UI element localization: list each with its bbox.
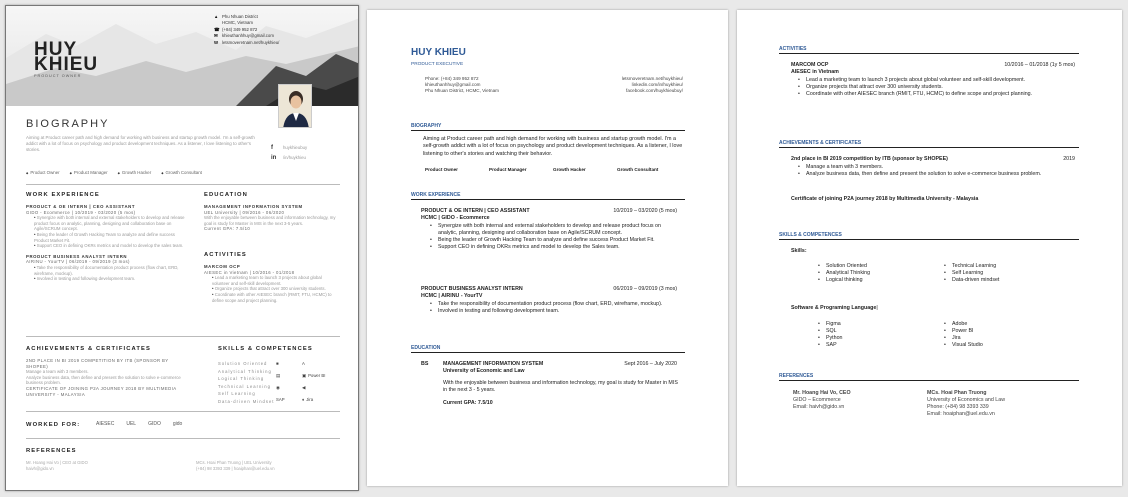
- reference-2-name: MCs. Hoai Phan Truong: [927, 390, 987, 396]
- activity-title: MARCOM OCP: [204, 264, 241, 269]
- contact-text: HCMC, Vietnam: [222, 20, 253, 26]
- education-gpa: Current GPA: 7.5/10: [204, 226, 251, 232]
- reference-1-contact: haivh@gido.vn: [26, 466, 54, 471]
- reference-1-name: Mr. Hoang Hai Vo | CEO at GIDO: [26, 460, 88, 465]
- job-1-company: HCMC | GIDO - Ecommerce: [421, 215, 490, 221]
- sql-icon: ▤: [276, 373, 281, 378]
- activities-block: [204, 264, 340, 303]
- tool-cell: [276, 358, 302, 370]
- education-description: With the enjoyable between business and information technology, my goal is study for Master in MIS in the next 3 - 5 years.: [443, 380, 678, 393]
- facebook-icon: f: [271, 145, 273, 151]
- software-column-1: [817, 321, 927, 349]
- text-cursor: |: [876, 305, 878, 311]
- visual-studio-icon: ◀: [302, 385, 306, 390]
- references-title: REFERENCES: [26, 448, 77, 454]
- work-experience-heading: WORK EXPERIENCE: [411, 192, 685, 200]
- job-1-bullets: [429, 223, 677, 251]
- tool-cell: [302, 370, 328, 382]
- contact-text: letsmoveretnam.net/huykhieu/: [222, 39, 280, 45]
- company-logo: GIDO: [148, 421, 161, 427]
- education-text: With the enjoyable between business and information technology, my goal is study for Master in MIS in the next 3-5 years.: [204, 215, 336, 226]
- list-item: • Coordinate with other AIESEC branch (RMIT, FTU, HCMC) to define scope and project planning.: [797, 91, 1073, 98]
- education-school: University of Economic and Law: [443, 368, 525, 374]
- skill-item: Solution Oriented: [218, 361, 268, 366]
- contact-text: (+84) 349 952 872: [222, 26, 258, 32]
- tool-cell: [276, 394, 305, 406]
- achievement-2-title: Certificate of joining P2A journey 2018 by Multimedia University - Malaysia: [791, 196, 979, 202]
- reference-2-contact: (+84) 98 3393 339 | hoaiphan@uel.edu.vn: [196, 466, 275, 471]
- facebook-link[interactable]: facebook.com/huykhieubuy/: [626, 88, 683, 93]
- bullet: • Take the responsibility of documentation product process (flow chart, ERD, wireframe, mockup).: [34, 265, 186, 276]
- reference-1-email: Email: haivh@gido.vn: [793, 404, 845, 410]
- bullet: • Synergize with both internal and external stakeholders to develop and release product focus on analytic, planning, designing and collaboration base on Agile/SCRUM concept.: [34, 215, 186, 232]
- job-1-date: 10/2019 – 03/2020 (5 mos): [613, 208, 677, 214]
- skill-item: Data-driven Mindset: [218, 398, 275, 404]
- reference-2-name: MCs. Hoai Phan Truong | UEL University: [196, 460, 272, 465]
- jira-icon: ♦: [302, 397, 305, 402]
- list-item: • Being the leader of Growth Hacking Team to analyze and define success Product Market Fit.: [429, 237, 677, 244]
- biography-title: BIOGRAPHY: [26, 118, 110, 130]
- work-item-title: PRODUCT BUSINESS ANALYST INTERN: [26, 253, 128, 259]
- reference-1: [26, 460, 88, 472]
- resume-title: PRODUCT EXECUTIVE: [411, 62, 464, 67]
- activities-title: ACTIVITIES: [204, 252, 247, 258]
- list-item: • Python: [817, 335, 927, 342]
- achievement-1-bullets: [797, 164, 1061, 178]
- divider: [26, 184, 340, 185]
- achievement-1-year: 2019: [1063, 156, 1075, 162]
- list-item: • Analytical Thinking: [817, 270, 927, 277]
- job-1-title: PRODUCT & OE INTERN | CEO ASSISTANT: [421, 208, 530, 214]
- company-logo: UEL: [126, 421, 137, 427]
- sap-icon: SAP: [276, 397, 285, 402]
- list-item: • Synergize with both internal and external stakeholders to develop and release product focus on analytic, planning, designing and collaboration base on Agile/SCRUM concept.: [429, 223, 677, 237]
- list-item: • Lead a marketing team to launch 3 projects about global volunteer and self-skill development.: [797, 77, 1073, 84]
- skill-item: Self Learning: [218, 391, 256, 396]
- job-2-title: PRODUCT BUSINESS ANALYST INTERN: [421, 286, 523, 292]
- achievement-line: Manage a team with 3 members.: [26, 369, 89, 375]
- work-item-sub: GIDO - Ecommerce | 10/2019 - 03/2020 (5 mos): [26, 209, 136, 215]
- company-logos: [96, 421, 194, 427]
- tool-icons: [276, 358, 328, 406]
- profile-photo: [278, 84, 312, 128]
- document-page-2: [737, 10, 1122, 486]
- divider: [26, 336, 340, 337]
- work-item: [26, 254, 186, 282]
- bio-tag: Product Manager: [489, 167, 527, 172]
- list-item: • Visual Studio: [943, 342, 1063, 349]
- achievement-line: Analyze business data, then define and present the solution to solve e-commerce business problem.: [26, 374, 181, 386]
- document-page-1: [367, 10, 728, 486]
- company-logo: AIESEC: [96, 421, 115, 427]
- address-text: Phu Nhuan District, HCMC, Vietnam: [425, 88, 499, 93]
- contact-row: [214, 40, 279, 46]
- tool-row: [276, 382, 328, 394]
- software-label: [791, 305, 878, 312]
- achievements-title: ACHIEVEMENTS & CERTIFICATES: [26, 346, 151, 352]
- bio-tag: Product Owner: [425, 167, 458, 172]
- skills-list: [218, 360, 274, 405]
- contact-text: khieuthanhhuy@gmail.com: [222, 33, 274, 39]
- activity-sub: AIESEC in Vietnam | 10/2016 - 01/2018: [204, 269, 295, 275]
- list-item: • Jira: [943, 335, 1063, 342]
- tool-cell: [302, 358, 328, 370]
- list-item: • Adobe: [943, 321, 1063, 328]
- work-item-bullets: [26, 265, 186, 282]
- biography-paragraph: Aiming at Product career path and high demand for working with business and startup growth model. I'm a self-growth addict with a lot of focus on psychology and product development techniques. As a listener, I love listening to other's stories and watching their behavior.: [423, 136, 683, 157]
- tool-row: [276, 394, 328, 406]
- job-2-bullets: [429, 301, 677, 315]
- divider: [26, 438, 340, 439]
- role-tag: ◆ Growth Consultant: [161, 170, 202, 175]
- work-experience-title: WORK EXPERIENCE: [26, 192, 100, 198]
- education-degree: MANAGEMENT INFORMATION SYSTEM: [204, 204, 303, 209]
- social-row[interactable]: [271, 153, 307, 163]
- education-program: MANAGEMENT INFORMATION SYSTEM: [443, 361, 544, 367]
- python-icon: ◉: [276, 385, 280, 390]
- activity-date: 10/2016 – 01/2018 (1y 5 mos): [1004, 62, 1075, 68]
- contact-right: [577, 76, 683, 94]
- activity-bullets: [797, 77, 1073, 98]
- achievements-heading: ACHIEVEMENTS & CERTIFICATES: [779, 140, 1079, 148]
- references-heading: REFERENCES: [779, 373, 1079, 381]
- bullet: • Support CEO in defining OKRs metrics and model to develop the sales team.: [34, 243, 186, 249]
- reference-2-phone: Phone: (+84) 98 3393 339: [927, 404, 989, 410]
- email-text: khieuthanhhuy@gmail.com: [425, 82, 481, 87]
- tool-row: [276, 358, 328, 370]
- bullet: • Lead a marketing team to launch 3 projects about global volunteer and self-skill development.: [212, 275, 340, 286]
- divider: [26, 411, 340, 412]
- skills-column-2: [943, 263, 1063, 284]
- skills-label: Skills:: [791, 248, 807, 254]
- figma-icon: ■: [276, 361, 279, 366]
- software-label-text: Software & Programing Language: [791, 305, 877, 311]
- person-avatar-icon: [279, 85, 312, 128]
- resume-name: HUY KHIEU: [411, 47, 466, 58]
- website-icon: W: [214, 39, 219, 45]
- adobe-icon: A: [302, 361, 305, 366]
- role-label: PRODUCT OWNER: [34, 74, 82, 78]
- name-heading: [34, 39, 99, 75]
- list-item: • Analyze business data, then define and present the solution to solve e-commerce business problem.: [797, 171, 1061, 178]
- biography-heading: BIOGRAPHY: [411, 123, 685, 131]
- achievement-1-title: 2nd place in BI 2019 competition by ITB (sponsor by SHOPEE): [791, 156, 948, 162]
- tool-label: Power BI: [308, 373, 326, 378]
- phone-text: Phone: (+84) 349 952 872: [425, 76, 479, 81]
- role-tags: [26, 170, 212, 175]
- list-item: • Solution Oriented: [817, 263, 927, 270]
- list-item: • Data-driven mindset: [943, 277, 1063, 284]
- skill-item: Logical Thinking: [218, 376, 265, 381]
- work-item-sub: AIRINU - YourTV | 06/2019 - 09/2019 (3 mos): [26, 259, 130, 265]
- skills-title: SKILLS & COMPETENCES: [218, 346, 313, 352]
- contact-left: [425, 76, 499, 94]
- linkedin-icon: in: [271, 155, 277, 161]
- contact-block: [214, 14, 279, 46]
- designed-resume-page: [5, 5, 359, 491]
- education-date: Sept 2016 – July 2020: [624, 361, 677, 367]
- software-column-2: [943, 321, 1063, 349]
- list-item: • Technical Learning: [943, 263, 1063, 270]
- list-item: • Manage a team with 3 members.: [797, 164, 1061, 171]
- list-item: • Power BI: [943, 328, 1063, 335]
- job-2-date: 06/2019 – 09/2019 (3 mos): [613, 286, 677, 292]
- list-item: • Take the responsibility of documentation product process (flow chart, ERD, wireframe, mockup).: [429, 301, 677, 308]
- work-experience-list: [26, 204, 186, 287]
- list-item: • Figma: [817, 321, 927, 328]
- tool-row: [276, 370, 328, 382]
- contact-text: Phu Nhuan District: [222, 14, 258, 19]
- reference-2-school: University of Economics and Law: [927, 397, 1006, 403]
- list-item: • Support CEO in defining OKRs metrics and model to develop the Sales team.: [429, 244, 677, 251]
- reference-1: [793, 390, 851, 411]
- powerbi-icon: ▣: [302, 373, 307, 378]
- list-item: • Self Learning: [943, 270, 1063, 277]
- linkedin-link[interactable]: linkedin.com/in/huykhieu/: [631, 82, 683, 87]
- website-link[interactable]: letsmoveretnam.net/huykhieu/: [621, 76, 683, 81]
- tool-cell: [276, 370, 302, 382]
- bullet: • Organize projects that attract over 300 university students.: [212, 286, 340, 292]
- company-logo: gido: [172, 421, 183, 427]
- skill-item: Technical Learning: [218, 383, 271, 389]
- role-tag: ◆ Product Manager: [70, 170, 108, 175]
- bio-tag: Growth Hacker: [553, 167, 586, 172]
- name-line-1: HUY: [34, 39, 78, 60]
- reference-1-name: Mr. Hoang Hai Vo, CEO: [793, 390, 851, 396]
- social-links: [271, 143, 307, 163]
- activity-title: MARCOM OCP: [791, 62, 829, 68]
- reference-1-company: GIDO – Ecommerce: [793, 397, 841, 403]
- activity-organization: AIESEC in Vietnam: [791, 69, 839, 75]
- education-heading: EDUCATION: [411, 345, 685, 353]
- tool-label: Jira: [306, 397, 314, 402]
- education-block: [204, 204, 340, 232]
- work-item-bullets: [26, 215, 186, 249]
- tool-cell: [302, 394, 328, 406]
- biography-tags: [425, 166, 687, 173]
- list-item: • Involved in testing and following development team.: [429, 308, 677, 315]
- biography-text: Aiming at Product career path and high demand for working with business and startup growth model. I'm a self-growth addict with a lot of focus on psychology and product development techniques. As a listener, I love listening to other's stories.: [26, 135, 255, 152]
- reference-2-email: Email: hoaiphan@uel.edu.vn: [927, 411, 995, 417]
- role-tag: ◆ Product Owner: [26, 170, 60, 175]
- role-tag: ◆ Growth Hacker: [118, 170, 152, 175]
- social-handle: /in/huykhieu: [283, 155, 306, 160]
- activity-bullets: [204, 275, 340, 303]
- bullet: • Being the leader of Growth Hacking Team to analyze and define success Product Market Fit.: [34, 232, 186, 243]
- bio-tag: Growth Consultant: [617, 167, 659, 172]
- achievement-line: 2ND PLACE IN BI 2019 COMPETITION BY ITB (SPONSOR BY SHOPEE): [26, 358, 169, 369]
- achievements-block: [26, 358, 186, 397]
- skill-item: Analytical Thinking: [218, 368, 272, 374]
- email-icon: ✉: [214, 33, 218, 39]
- education-title: EDUCATION: [204, 192, 248, 198]
- social-row[interactable]: [271, 143, 307, 153]
- work-item: [26, 204, 186, 249]
- phone-icon: ☎: [214, 26, 220, 32]
- education-gpa: Current GPA: 7.5/10: [443, 400, 493, 406]
- skills-heading: SKILLS & COMPETENCES: [779, 232, 1079, 240]
- achievement-line: CERTIFICATE OF JOINING P2A JOURNEY 2018 BY MULTIMEDIA UNIVERSITY - MALAYSIA: [26, 385, 177, 397]
- reference-2: [196, 460, 275, 472]
- name-line-2: KHIEU: [34, 54, 99, 75]
- activities-heading: ACTIVITIES: [779, 46, 1079, 54]
- bullet: • Involved in testing and following development team.: [34, 276, 186, 282]
- bullet: • Coordinate with other AIESEC branch (RMIT, FTU, HCMC) to define scope and project planning.: [212, 292, 340, 303]
- list-item: • SQL: [817, 328, 927, 335]
- education-school: UEL University | 09/2016 - 06/2020: [204, 209, 285, 215]
- list-item: • Logical thinking: [817, 277, 927, 284]
- job-2-company: HCMC | AIRINU - YourTV: [421, 293, 483, 299]
- reference-2: [927, 390, 1005, 418]
- list-item: • SAP: [817, 342, 927, 349]
- list-item: • Organize projects that attract over 300 university students.: [797, 84, 1073, 91]
- tool-cell: [302, 382, 328, 394]
- education-degree-type: BS: [421, 361, 429, 367]
- social-handle: huykhieubuy: [283, 145, 308, 150]
- work-item-title: PRODUCT & OE INTERN | CEO ASSISTANT: [26, 204, 136, 209]
- location-icon: ▲: [214, 14, 219, 19]
- tool-cell: [276, 382, 302, 394]
- worked-for-title: WORKED FOR:: [26, 422, 81, 428]
- skills-column-1: [817, 263, 927, 284]
